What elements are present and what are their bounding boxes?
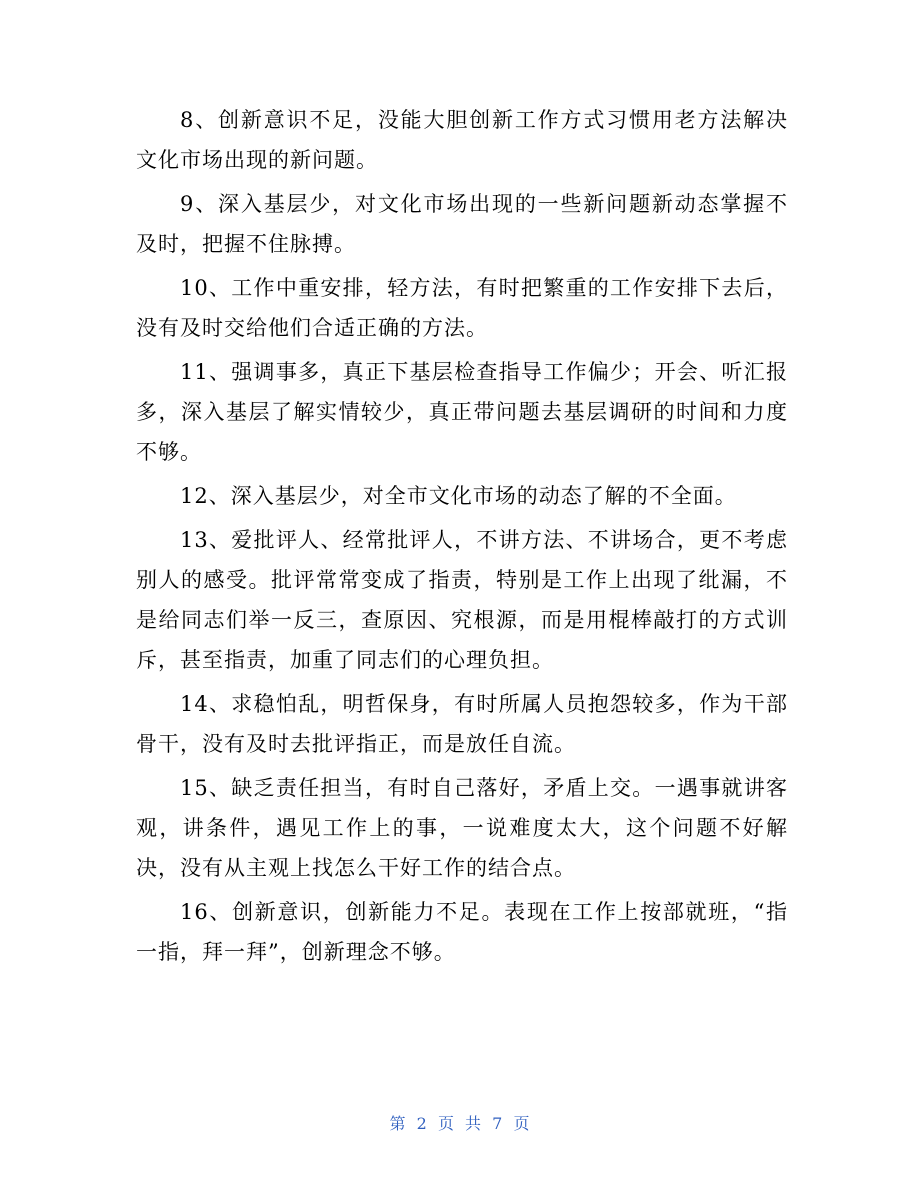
paragraph-item-9: 9、深入基层少，对文化市场出现的一些新问题新动态掌握不及时，把握不住脉搏。	[136, 192, 788, 256]
paragraph-item-8: 8、创新意识不足，没能大胆创新工作方式习惯用老方法解决文化市场出现的新问题。	[136, 108, 788, 172]
paragraph-item-11: 11、强调事多，真正下基层检查指导工作偏少；开会、听汇报多，深入基层了解实情较少，真正带问题去基层调研的时间和力度不够。	[136, 360, 788, 464]
footer-label-suffix: 页	[513, 1114, 531, 1133]
footer-label-page: 页	[437, 1114, 455, 1133]
page-number-footer	[0, 1112, 920, 1136]
footer-current-page: 2	[416, 1114, 428, 1133]
paragraph-item-13: 13、爱批评人、经常批评人，不讲方法、不讲场合，更不考虑别人的感受。批评常常变成了指责，特别是工作上出现了纰漏，不是给同志们举一反三，查原因、究根源，而是用棍棒敲打的方式训斥，甚至指责，加重了同志们的心理负担。	[136, 528, 788, 672]
document-body	[136, 100, 788, 976]
paragraph-item-15: 15、缺乏责任担当，有时自己落好，矛盾上交。一遇事就讲客观，讲条件，遇见工作上的事，一说难度太大，这个问题不好解决，没有从主观上找怎么干好工作的结合点。	[136, 776, 788, 880]
footer-total-pages: 7	[492, 1114, 504, 1133]
footer-label-total: 共	[465, 1114, 483, 1133]
paragraph-item-10: 10、工作中重安排，轻方法，有时把繁重的工作安排下去后，没有及时交给他们合适正确的方法。	[136, 276, 788, 340]
footer-label-prefix: 第	[389, 1114, 407, 1133]
paragraph-item-16: 16、创新意识，创新能力不足。表现在工作上按部就班，“指一指，拜一拜”，创新理念不够。	[136, 900, 788, 964]
paragraph-item-12: 12、深入基层少，对全市文化市场的动态了解的不全面。	[180, 484, 737, 508]
paragraph-item-14: 14、求稳怕乱，明哲保身，有时所属人员抱怨较多，作为干部骨干，没有及时去批评指正，而是放任自流。	[136, 692, 788, 756]
